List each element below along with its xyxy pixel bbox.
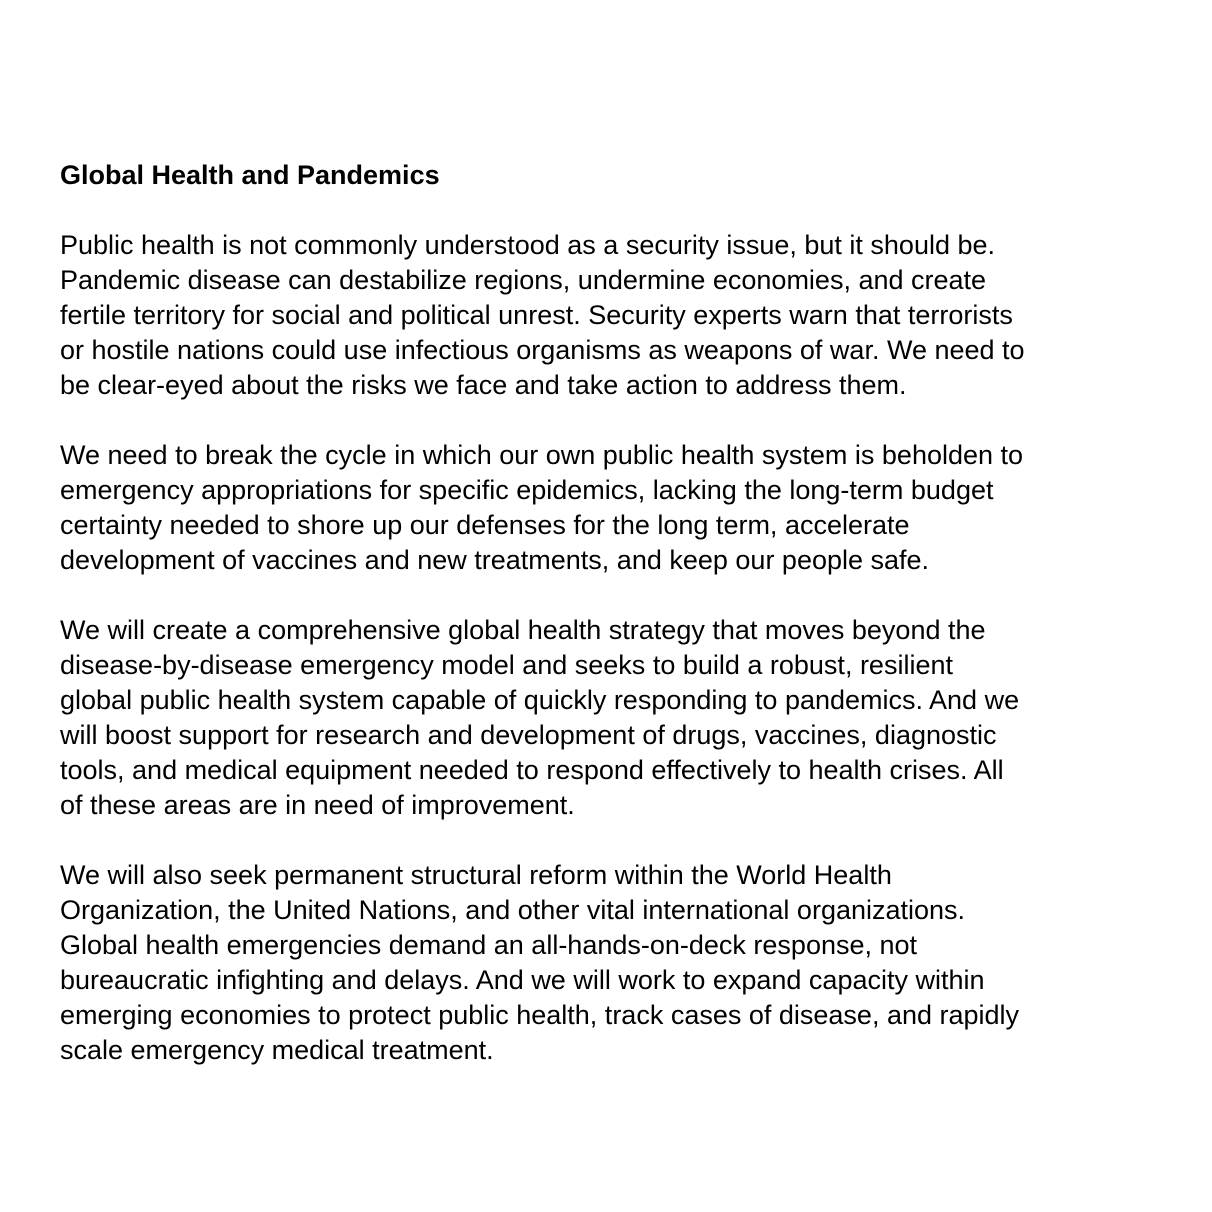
paragraph-line: certainty needed to shore up our defenses for the long term, accelerate	[60, 510, 910, 540]
paragraph-line: We need to break the cycle in which our own public health system is beholden to	[60, 440, 1024, 470]
paragraph-line: We will create a comprehensive global health strategy that moves beyond the	[60, 615, 986, 645]
paragraph-line: fertile territory for social and political unrest. Security experts warn that terrorists	[60, 300, 1013, 330]
paragraph	[60, 438, 1160, 578]
paragraph-line: bureaucratic infighting and delays. And we will work to expand capacity within	[60, 965, 985, 995]
paragraph-line: emergency appropriations for specific epidemics, lacking the long-term budget	[60, 475, 994, 505]
paragraph-line: development of vaccines and new treatments, and keep our people safe.	[60, 545, 930, 575]
paragraph-line: We will also seek permanent structural reform within the World Health	[60, 860, 892, 890]
paragraph-line: disease-by-disease emergency model and seeks to build a robust, resilient	[60, 650, 953, 680]
paragraph-line: be clear-eyed about the risks we face and take action to address them.	[60, 370, 907, 400]
paragraph	[60, 613, 1160, 823]
paragraph	[60, 858, 1160, 1068]
paragraph-line: of these areas are in need of improvement.	[60, 790, 575, 820]
paragraph-line: scale emergency medical treatment.	[60, 1035, 494, 1065]
paragraph-line: emerging economies to protect public health, track cases of disease, and rapidly	[60, 1000, 1020, 1030]
paragraph-line: Public health is not commonly understood as a security issue, but it should be.	[60, 230, 996, 260]
paragraph-line: Pandemic disease can destabilize regions, undermine economies, and create	[60, 265, 987, 295]
paragraph	[60, 228, 1160, 403]
paragraph-line: Organization, the United Nations, and other vital international organizations.	[60, 895, 966, 925]
paragraph-line: will boost support for research and development of drugs, vaccines, diagnostic	[60, 720, 997, 750]
paragraph-line: tools, and medical equipment needed to respond effectively to health crises. All	[60, 755, 1004, 785]
document	[60, 158, 1160, 1068]
paragraph-line: or hostile nations could use infectious organisms as weapons of war. We need to	[60, 335, 1025, 365]
document-title: Global Health and Pandemics	[60, 160, 440, 190]
paragraph-line: global public health system capable of quickly responding to pandemics. And we	[60, 685, 1020, 715]
paragraph-line: Global health emergencies demand an all-hands-on-deck response, not	[60, 930, 918, 960]
